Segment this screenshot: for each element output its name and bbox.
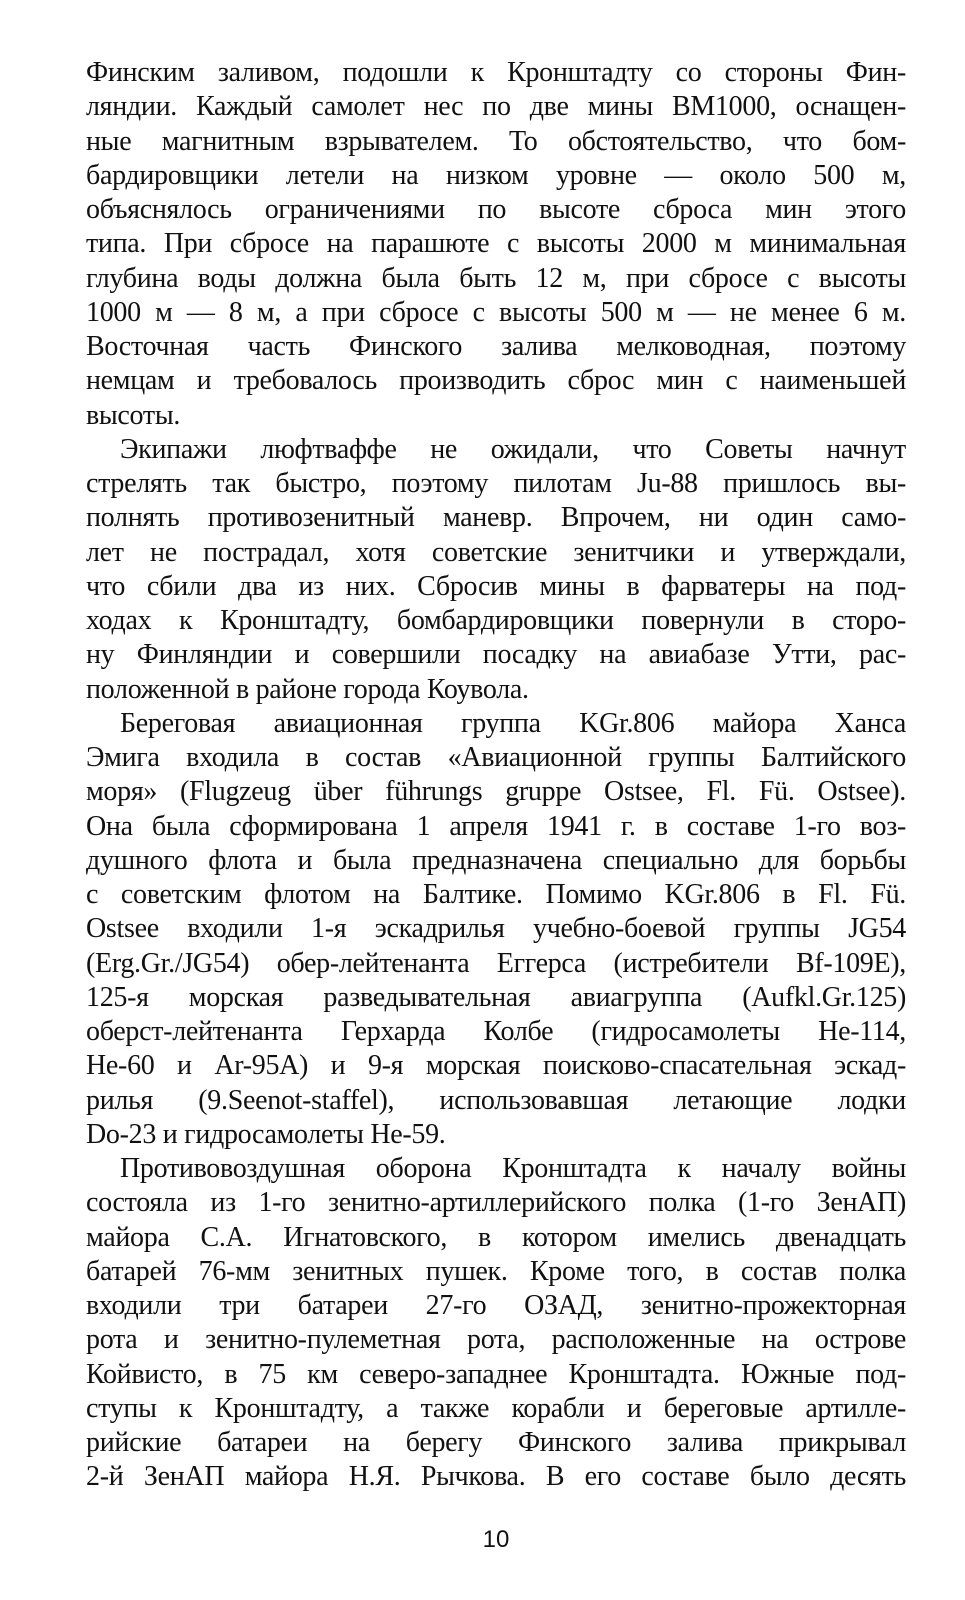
text-line: рота и зенитно-пулеметная рота, расположенные на острове <box>86 1324 906 1356</box>
text-line: входили три батареи 27-го ОЗАД, зенитно-прожекторная <box>86 1290 906 1321</box>
text-line: 125-я морская разведывательная авиагруппа (Aufkl.Gr.125) <box>86 981 906 1013</box>
text-line: ляндии. Каждый самолет нес по две мины ВМ1000, оснащен- <box>86 91 906 123</box>
text-line: рилья (9.Seenot-staffel), использовавшая летающие лодки <box>86 1084 906 1116</box>
text-line: типа. При сбросе на парашюте с высоты 2000 м минимальная <box>86 228 906 260</box>
text-line: ные магнитным взрывателем. То обстоятельство, что бом- <box>86 125 906 157</box>
text-line: Не-60 и Ar-95A) и 9-я морская поисково-спасательная эскад- <box>86 1050 906 1082</box>
text-line: высоты. <box>86 399 181 431</box>
text-line: с советским флотом на Балтике. Помимо KGr.806 в Fl. Fü. <box>86 879 906 910</box>
text-line: Койвисто, в 75 км северо-западнее Кронштадта. Южные под- <box>86 1358 906 1390</box>
paragraph <box>86 707 906 1152</box>
text-line: что сбили два из них. Сбросив мины в фарватеры на под- <box>86 570 906 602</box>
text-line: моря» (Flugzeug über führungs gruppe Ostsee, Fl. Fü. Ostsee). <box>86 776 906 808</box>
text-line: Ostsee входили 1-я эскадрилья учебно-боевой группы JG54 <box>86 913 906 945</box>
text-line: Do-23 и гидросамолеты Не-59. <box>86 1118 446 1150</box>
text-line: Она была сформирована 1 апреля 1941 г. в составе 1-го воз- <box>86 810 906 842</box>
text-column <box>86 56 906 1495</box>
text-line: Береговая авиационная группа KGr.806 майора Ханса <box>120 707 906 739</box>
text-line: состояла из 1-го зенитно-артиллерийского полка (1-го ЗенАП) <box>86 1187 906 1219</box>
text-line: Эмига входила в состав «Авиационной группы Балтийского <box>86 742 906 773</box>
text-line: Противовоздушная оборона Кронштадта к началу войны <box>120 1153 906 1184</box>
text-line: Финским заливом, подошли к Кронштадту со стороны Фин- <box>86 57 906 88</box>
text-line: 1000 м — 8 м, а при сбросе с высоты 500 м — не менее 6 м. <box>86 296 906 328</box>
text-line: оберст-лейтенанта Герхарда Колбе (гидросамолеты Не-114, <box>86 1016 906 1047</box>
text-line: Восточная часть Финского залива мелководная, поэтому <box>86 331 906 362</box>
text-line: стрелять так быстро, поэтому пилотам Ju-88 пришлось вы- <box>86 468 906 499</box>
text-line: ступы к Кронштадту, а также корабли и береговые артилле- <box>86 1392 906 1424</box>
text-line: лет не пострадал, хотя советские зенитчики и утверждали, <box>86 536 906 568</box>
paragraph <box>86 433 906 707</box>
paragraph <box>86 56 906 433</box>
text-line: объяснялось ограничениями по высоте сброса мин этого <box>86 194 906 225</box>
text-line: положенной в районе города Коувола. <box>86 673 529 705</box>
text-line: полнять противозенитный маневр. Впрочем, ни один само- <box>86 502 906 534</box>
text-line: батарей 76-мм зенитных пушек. Кроме того, в состав полка <box>86 1255 906 1287</box>
page-number: 10 <box>482 1525 510 1553</box>
text-line: (Erg.Gr./JG54) обер-лейтенанта Еггерса (истребители Bf-109E), <box>86 947 906 979</box>
text-line: ну Финляндии и совершили посадку на авиабазе Утти, рас- <box>86 639 906 671</box>
text-line: бардировщики летели на низком уровне — около 500 м, <box>86 159 906 191</box>
text-line: Экипажи люфтваффе не ожидали, что Советы начнут <box>120 433 906 465</box>
text-line: рийские батареи на берегу Финского залива прикрывал <box>86 1427 906 1458</box>
text-line: душного флота и была предназначена специально для борьбы <box>86 844 906 876</box>
text-line: майора С.А. Игнатовского, в котором имелись двенадцать <box>86 1221 906 1253</box>
text-line: 2-й ЗенАП майора Н.Я. Рычкова. В его составе было десять <box>86 1461 906 1493</box>
text-line: ходах к Кронштадту, бомбардировщики повернули в сторо- <box>86 605 906 636</box>
text-line: глубина воды должна была быть 12 м, при сбросе с высоты <box>86 262 906 294</box>
text-line: немцам и требовалось производить сброс мин с наименьшей <box>86 365 906 397</box>
page-body <box>86 56 906 1555</box>
paragraph <box>86 1152 906 1495</box>
